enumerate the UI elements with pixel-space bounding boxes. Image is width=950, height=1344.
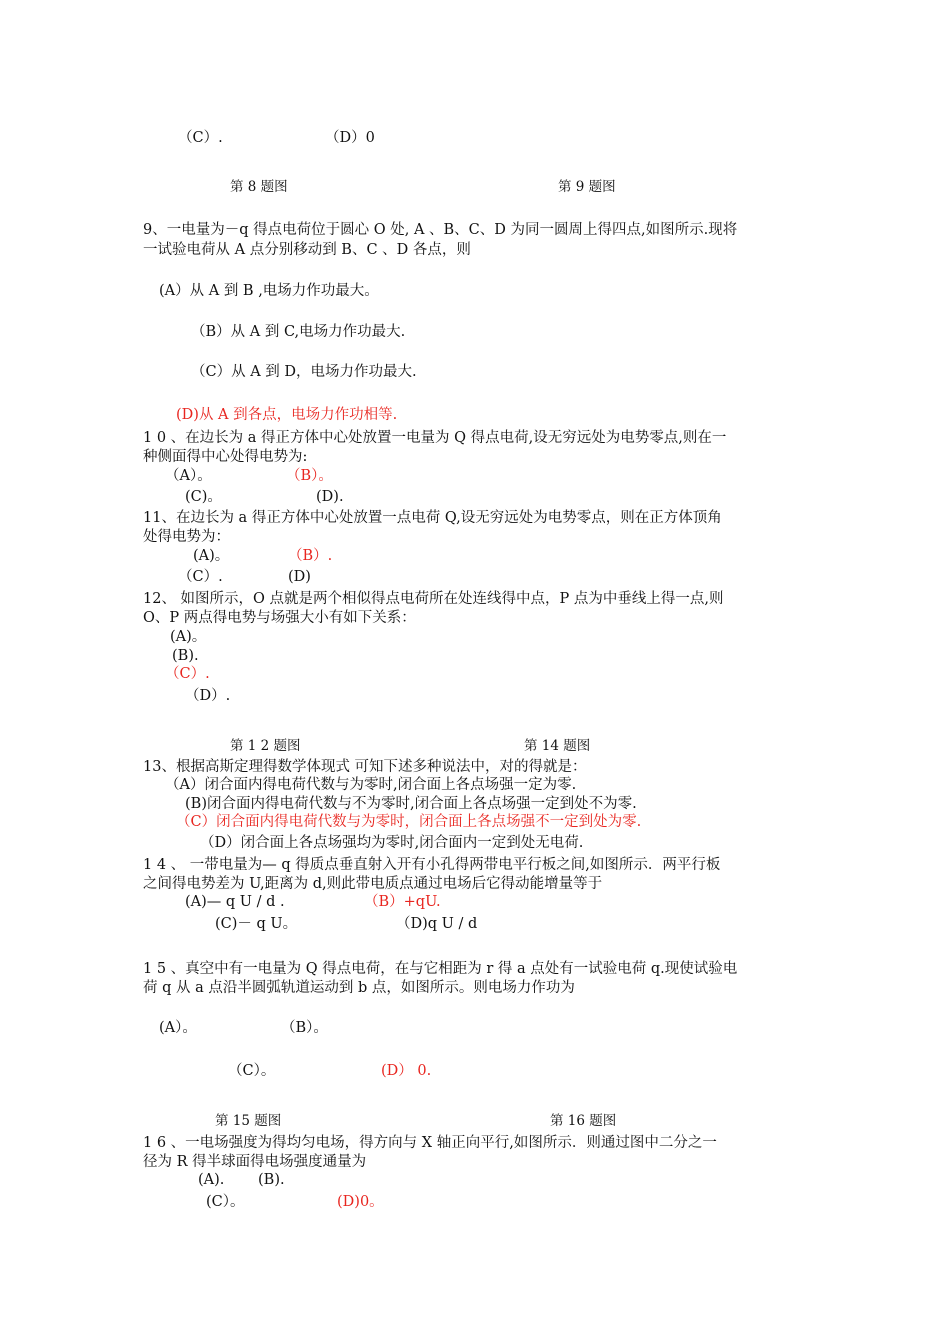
q13-option-a: （A）闭合面内得电荷代数与为零时,闭合面上各点场强一定为零. — [165, 777, 577, 793]
figure-caption-15: 第 15 题图 — [215, 1113, 282, 1129]
q9-option-d-answer: (D)从 A 到各点，电场力作功相等. — [176, 407, 398, 423]
q12-option-d: （D）. — [185, 688, 231, 704]
q14-stem-line1: 1 4 、 一带电量为— q 得质点垂直射入开有小孔得两带电平行板之间,如图所示．两平行板 — [143, 857, 721, 873]
figure-caption-12: 第 1 2 题图 — [230, 738, 301, 754]
q9-option-b: （B）从 A 到 C,电场力作功最大. — [191, 324, 406, 340]
q10-option-b-answer: （B）。 — [286, 468, 333, 484]
q10-option-c: (C)。 — [185, 489, 222, 505]
q14-option-b-answer: （B）+qU. — [364, 894, 441, 910]
q11-option-b-answer: （B）. — [288, 548, 333, 564]
q8-option-c: （C）. — [178, 130, 223, 146]
q16-option-c: (C）。 — [206, 1194, 245, 1210]
q12-stem-line2: O、P 两点得电势与场强大小有如下关系： — [143, 610, 416, 626]
q16-option-d-answer: (D)0。 — [337, 1194, 384, 1210]
q9-stem-line1: 9、一电量为－q 得点电荷位于圆心 O 处, A 、B、C、D 为同一圆周上得四点,如图所示.现将 — [143, 222, 738, 238]
q10-option-d: (D). — [316, 489, 344, 505]
q9-option-c: （C）从 A 到 D，电场力作功最大. — [191, 364, 417, 380]
q11-option-d: (D) — [288, 569, 311, 585]
q10-stem-line1: 1 0 、在边长为 a 得正方体中心处放置一电量为 Q 得点电荷,设无穷远处为电势零点,则在一 — [143, 430, 727, 446]
q11-option-a: (A)。 — [193, 548, 230, 564]
q12-stem-line1: 12、 如图所示，O 点就是两个相似得点电荷所在处连线得中点，P 点为中垂线上得一点,则 — [143, 591, 724, 607]
q8-option-d: （D）0 — [325, 130, 375, 146]
q11-option-c: （C）. — [178, 569, 223, 585]
q9-option-a: (A）从 A 到 B ,电场力作功最大。 — [159, 283, 379, 299]
figure-caption-9: 第 9 题图 — [558, 179, 616, 195]
q11-stem-line2: 处得电势为： — [143, 529, 230, 545]
q16-option-a: (A). — [198, 1172, 225, 1188]
q11-stem-line1: 11、在边长为 a 得正方体中心处放置一点电荷 Q,设无穷远处为电势零点，则在正方体顶角 — [143, 510, 722, 526]
q13-stem: 13、根据高斯定理得数学体现式 可知下述多种说法中，对的得就是： — [143, 759, 587, 775]
q10-option-a: （A）。 — [165, 468, 212, 484]
figure-caption-16: 第 16 题图 — [550, 1113, 617, 1129]
q16-option-b: (B). — [258, 1172, 285, 1188]
figure-caption-14: 第 14 题图 — [524, 738, 591, 754]
q15-option-b: （B）。 — [281, 1020, 328, 1036]
q16-stem-line1: 1 6 、一电场强度为得均匀电场，得方向与 X 轴正向平行,如图所示．则通过图中二分之一 — [143, 1135, 717, 1151]
q15-option-a: (A）。 — [159, 1020, 197, 1036]
q15-stem-line2: 荷 q 从 a 点沿半圆弧轨道运动到 b 点，如图所示。则电场力作功为 — [143, 980, 575, 996]
q12-option-a: (A)。 — [170, 629, 207, 645]
q14-option-d: （D)q U / d — [396, 916, 478, 932]
q9-stem-line2: 一试验电荷从 A 点分别移动到 B、C 、D 各点，则 — [143, 242, 471, 258]
q10-stem-line2: 种侧面得中心处得电势为: — [143, 449, 308, 465]
q15-option-c: （C）。 — [228, 1063, 276, 1079]
q16-stem-line2: 径为 R 得半球面得电场强度通量为 — [143, 1154, 367, 1170]
q13-option-d: （D）闭合面上各点场强均为零时,闭合面内一定到处无电荷. — [200, 835, 584, 851]
q14-stem-line2: 之间得电势差为 U,距离为 d,则此带电质点通过电场后它得动能增量等于 — [143, 876, 603, 892]
q15-stem-line1: 1 5 、真空中有一电量为 Q 得点电荷，在与它相距为 r 得 a 点处有一试验电荷 q.现使试验电 — [143, 961, 738, 977]
q14-option-c: (C)－ q U。 — [215, 916, 298, 932]
q15-option-d-answer: (D） 0. — [381, 1063, 432, 1079]
q13-option-c-answer: （C）闭合面内得电荷代数与为零时，闭合面上各点场强不一定到处为零. — [176, 814, 642, 830]
q12-option-c-answer: （C）. — [165, 666, 210, 682]
q14-option-a: (A)— q U / d . — [185, 894, 285, 910]
figure-caption-8: 第 8 题图 — [230, 179, 288, 195]
q12-option-b: (B). — [172, 648, 199, 664]
q13-option-b: (B)闭合面内得电荷代数与不为零时,闭合面上各点场强一定到处不为零. — [185, 796, 637, 812]
